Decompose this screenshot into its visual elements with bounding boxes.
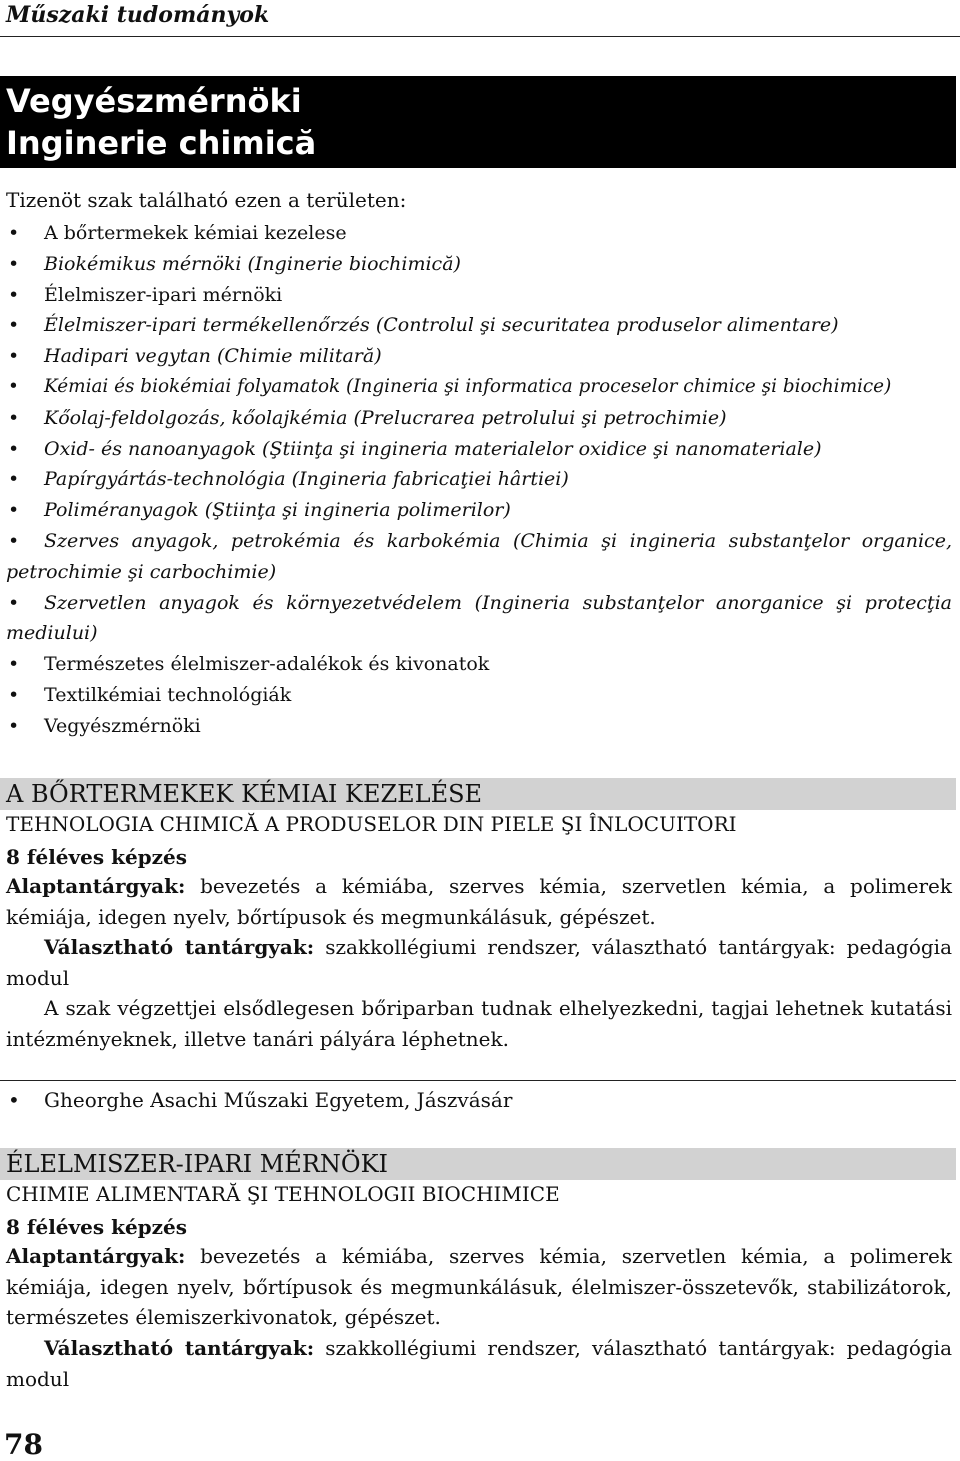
bullet-icon: • bbox=[8, 653, 20, 676]
bullet-icon: • bbox=[8, 468, 20, 491]
core-subjects-label: Alaptantárgyak: bbox=[6, 1244, 186, 1268]
bullet-icon: • bbox=[8, 375, 19, 397]
header-title: Műszaki tudományok bbox=[6, 2, 270, 28]
bullet-icon: • bbox=[8, 1088, 20, 1112]
list-item: • Élelmiszer-ipari termékellenőrzés (Controlul şi securitatea produselor alimentare) bbox=[0, 310, 952, 341]
page-number: 78 bbox=[4, 1428, 43, 1461]
list-item: • Biokémikus mérnöki (Inginerie biochimică) bbox=[0, 249, 952, 280]
core-subjects-text: bevezetés a kémiába, szerves kémia, szervetlen kémia, a polimerek kémiája, idegen nyelv, bőrtípusok és megmunkálásuk, élelmiszer-összetevők, stabilizátorok, természetes élemiszerkivonatok, gépészet. bbox=[6, 1244, 952, 1329]
bullet-icon: • bbox=[8, 437, 20, 460]
intro-text: Tizenöt szak található ezen a területen: bbox=[6, 188, 407, 212]
elective-subjects-text: szakkollégiumi rendszer, választható tantárgyak: pedagógia modul bbox=[6, 935, 953, 990]
list-item: • Kémiai és biokémiai folyamatok (Ingineria şi informatica proceselor chimice şi biochimice) bbox=[0, 372, 952, 403]
section-title: A BŐRTERMEKEK KÉMIAI KEZELÉSE bbox=[6, 780, 483, 808]
section-duration: 8 féléves képzés bbox=[6, 1215, 188, 1239]
chapter-title-hu: Vegyészmérnöki bbox=[6, 82, 302, 120]
chapter-banner bbox=[0, 76, 956, 168]
elective-subjects bbox=[6, 1333, 952, 1394]
list-item: • Poliméranyagok (Ştiinţa şi ingineria polimerilor) bbox=[0, 495, 952, 526]
bullet-icon: • bbox=[8, 406, 20, 429]
bullet-icon: • bbox=[8, 283, 20, 306]
bullet-icon: • bbox=[8, 222, 20, 244]
section-subtitle: TEHNOLOGIA CHIMICĂ A PRODUSELOR DIN PIELE ŞI ÎNLOCUITORI bbox=[6, 812, 737, 836]
bullet-icon: • bbox=[8, 345, 20, 368]
core-subjects bbox=[6, 1241, 952, 1333]
list-item: • Szerves anyagok, petrokémia és karbokémia (Chimia şi ingineria substanţelor organice, petrochimie şi carbochimie) bbox=[0, 526, 952, 588]
university-name: Gheorghe Asachi Műszaki Egyetem, Jászvásár bbox=[44, 1088, 513, 1112]
core-subjects-label: Alaptantárgyak: bbox=[6, 874, 186, 898]
list-item: • Oxid- és nanoanyagok (Ştiinţa şi ingineria materialelor oxidice şi nanomateriale) bbox=[0, 434, 952, 465]
section-title: ÉLELMISZER-IPARI MÉRNÖKI bbox=[6, 1150, 388, 1178]
elective-subjects bbox=[6, 932, 952, 993]
divider bbox=[0, 1080, 956, 1081]
list-item: • Textilkémiai technológiák bbox=[0, 680, 952, 711]
list-item: • Kőolaj-feldolgozás, kőolajkémia (Prelucrarea petrolului şi petrochimie) bbox=[0, 403, 952, 434]
elective-subjects-text: szakkollégiumi rendszer, választható tantárgyak: pedagógia modul bbox=[6, 1336, 953, 1391]
list-item: • Szervetlen anyagok és környezetvédelem (Ingineria substanţelor anorganice şi protecţia mediului) bbox=[0, 588, 952, 650]
elective-subjects-label: Választható tantárgyak: bbox=[44, 1336, 315, 1360]
bullet-icon: • bbox=[8, 252, 20, 275]
list-item: • Vegyészmérnöki bbox=[0, 711, 952, 742]
section-duration: 8 féléves képzés bbox=[6, 845, 188, 869]
list-item: • Papírgyártás-technológia (Ingineria fabricaţiei hârtiei) bbox=[0, 464, 952, 495]
majors-list bbox=[0, 218, 952, 742]
core-subjects bbox=[6, 871, 952, 932]
list-item: • Természetes élelmiszer-adalékok és kivonatok bbox=[0, 649, 952, 680]
list-item: • Élelmiszer-ipari mérnöki bbox=[0, 280, 952, 311]
core-subjects-text: bevezetés a kémiába, szerves kémia, szervetlen kémia, a polimerek kémiája, idegen nyelv, bőrtípusok és megmunkálásuk, gépészet. bbox=[6, 874, 952, 929]
bullet-icon: • bbox=[8, 714, 20, 737]
chapter-title-ro: Inginerie chimică bbox=[6, 124, 317, 162]
bullet-icon: • bbox=[8, 529, 20, 552]
bullet-icon: • bbox=[8, 683, 20, 706]
bullet-icon: • bbox=[8, 591, 20, 614]
bullet-icon: • bbox=[8, 499, 20, 522]
career-text: A szak végzettjei elsődlegesen bőriparban tudnak elhelyezkedni, tagjai lehetnek kutatási intézményeknek, illetve tanári pályára léphetnek. bbox=[6, 996, 952, 1051]
section-subtitle: CHIMIE ALIMENTARĂ ŞI TEHNOLOGII BIOCHIMICE bbox=[6, 1182, 560, 1206]
bullet-icon: • bbox=[8, 314, 20, 337]
running-header bbox=[0, 0, 960, 37]
elective-subjects-label: Választható tantárgyak: bbox=[44, 935, 315, 959]
list-item: • Hadipari vegytan (Chimie militară) bbox=[0, 341, 952, 372]
list-item: • A bőrtermekek kémiai kezelese bbox=[0, 218, 952, 249]
